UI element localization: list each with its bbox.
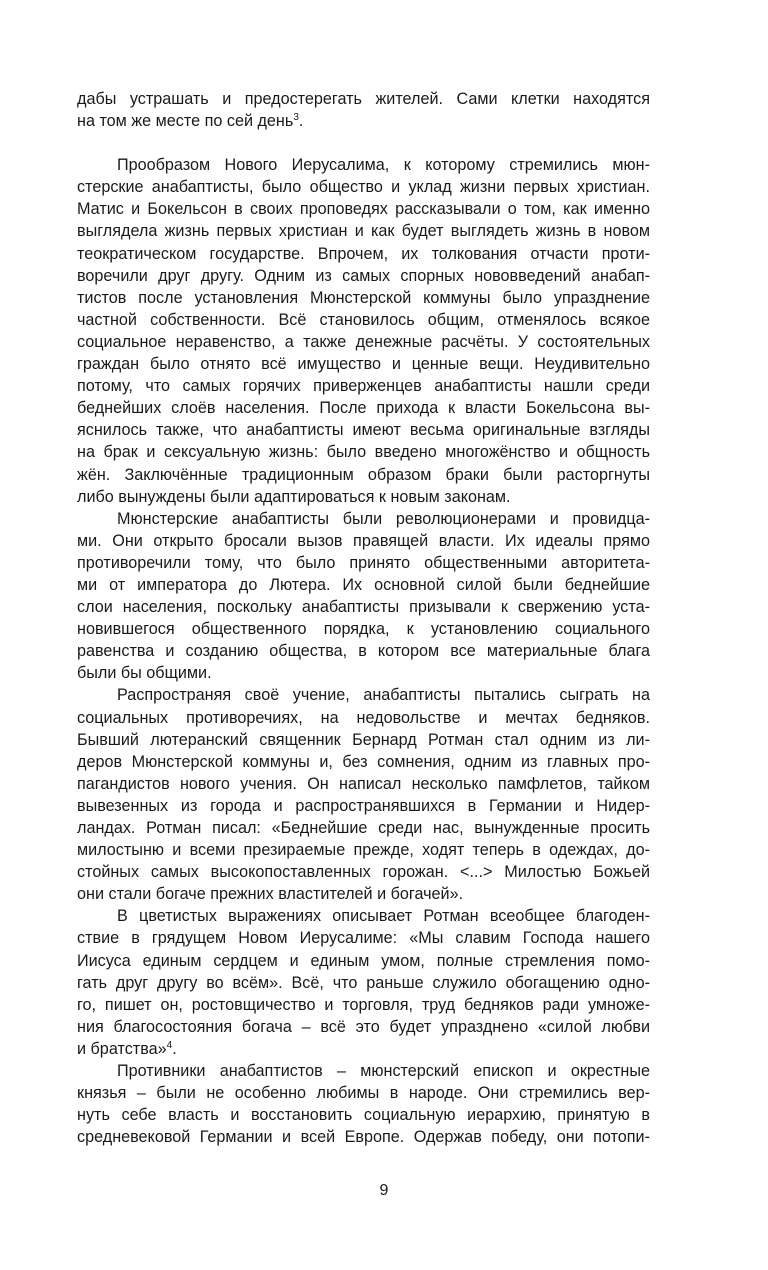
line-text: Мюнстерские анабаптисты были революционерами и провидца- xyxy=(117,509,650,528)
line-tail: . xyxy=(172,1039,177,1058)
line-text: и братства» xyxy=(77,1039,167,1058)
line-text: тистов после установления Мюнстерской коммуны было упразднение xyxy=(77,288,650,307)
line-text: социальное неравенство, а также денежные расчёты. У состоятельных xyxy=(77,332,650,351)
line-text: теократическом государстве. Впрочем, их толкования отчасти проти- xyxy=(77,244,650,263)
paragraph xyxy=(77,905,650,1060)
text-line xyxy=(77,927,650,949)
text-line xyxy=(77,1016,650,1038)
line-text: нуть себе власть и восстановить социальную иерархию, принятую в xyxy=(77,1106,650,1125)
line-text: гать друг другу во всём». Всё, что раньше служило обогащению одно- xyxy=(77,973,650,992)
line-text: граждан было отнято всё имущество и ценные вещи. Неудивительно xyxy=(77,355,650,374)
text-line xyxy=(77,1126,650,1148)
line-text: воречили друг другу. Одним из самых спорных нововведений анабап- xyxy=(77,266,650,285)
footnote-marker: 3 xyxy=(293,112,299,124)
text-line xyxy=(77,994,650,1016)
text-line xyxy=(77,707,650,729)
text-line xyxy=(77,331,650,353)
line-text: вывезенных из города и распространявшихся в Германии и Нидер- xyxy=(77,796,650,815)
text-line xyxy=(77,154,650,176)
paragraph xyxy=(77,1060,650,1148)
text-line xyxy=(77,861,650,883)
line-text: яснилось также, что анабаптисты имеют весьма оригинальные взгляды xyxy=(77,421,650,440)
paragraph-gap xyxy=(77,132,650,154)
line-text: они стали богаче прежних властителей и богачей». xyxy=(77,885,464,904)
text-line xyxy=(77,176,650,198)
text-line xyxy=(77,662,650,684)
line-text: Иисуса единым сердцем и единым умом, полные стремления помо- xyxy=(77,951,650,970)
text-line xyxy=(77,596,650,618)
text-line xyxy=(77,198,650,220)
line-text: выглядела жизнь первых христиан и как будет выглядеть жизнь в новом xyxy=(77,222,650,241)
line-text: дабы устрашать и предостерегать жителей. Сами клетки находятся xyxy=(77,90,650,108)
text-line xyxy=(77,552,650,574)
text-line xyxy=(77,375,650,397)
line-text: социальных противоречиях, на недовольстве и мечтах бедняков. xyxy=(77,708,650,727)
line-text: милостыню и всеми презираемые прежде, ходят теперь в одеждах, до- xyxy=(77,841,650,860)
line-text: стерские анабаптисты, было общество и уклад жизни первых христиан. xyxy=(77,178,650,197)
text-line xyxy=(77,883,650,905)
line-text: слои населения, поскольку анабаптисты призывали к свержению уста- xyxy=(77,598,650,617)
line-text: Противники анабаптистов – мюнстерский епископ и окрестные xyxy=(117,1062,650,1081)
text-line xyxy=(77,640,650,662)
line-text: на брак и сексуальную жизнь: было введено многожёнство и общность xyxy=(77,443,650,462)
text-line xyxy=(77,220,650,242)
text-line xyxy=(77,773,650,795)
text-line xyxy=(77,353,650,375)
text-line xyxy=(77,309,650,331)
text-line xyxy=(77,397,650,419)
line-text: потому, что самых горячих приверженцев анабаптисты нашли среди xyxy=(77,377,650,396)
line-text: либо вынуждены были адаптироваться к новым законам. xyxy=(77,487,511,506)
text-line xyxy=(77,1082,650,1104)
line-text: новившегося общественного порядка, к установлению социального xyxy=(77,620,650,639)
text-line xyxy=(77,486,650,508)
line-tail: . xyxy=(298,112,304,131)
paragraph xyxy=(77,154,650,508)
line-text: на том же месте по сей день xyxy=(77,112,294,131)
text-line xyxy=(77,618,650,640)
line-text: князья – были не особенно любимы в народе. Они стремились вер- xyxy=(77,1084,650,1103)
text-line xyxy=(77,88,650,110)
line-text: средневековой Германии и всей Европе. Одержав победу, они потопи- xyxy=(77,1128,650,1147)
paragraph xyxy=(77,88,650,132)
text-line xyxy=(77,751,650,773)
text-line xyxy=(77,464,650,486)
line-text: были бы общими. xyxy=(77,664,212,683)
text-line xyxy=(77,817,650,839)
line-text: равенства и созданию общества, в котором все материальные блага xyxy=(77,642,650,661)
line-text: ландах. Ротман писал: «Беднейшие среди нас, вынужденные просить xyxy=(77,819,650,837)
line-text: Распространяя своё учение, анабаптисты пытались сыграть на xyxy=(117,686,650,705)
text-line xyxy=(77,287,650,309)
text-line xyxy=(77,110,650,132)
text-line xyxy=(77,684,650,706)
text-line xyxy=(77,243,650,265)
text-line xyxy=(77,950,650,972)
line-text: стойных самых высокопоставленных горожан. <...> Милостью Божьей xyxy=(77,863,650,882)
line-text: Матис и Бокельсон в своих проповедях рассказывали о том, как именно xyxy=(77,200,650,219)
text-line xyxy=(77,729,650,751)
footnote-marker: 4 xyxy=(166,1039,173,1051)
paragraph xyxy=(77,684,650,905)
text-line xyxy=(77,839,650,861)
line-text: го, пишет он, ростовщичество и торговля, труд бедняков ради умноже- xyxy=(77,995,650,1014)
line-text: противоречили тому, что было принято общественными авторитета- xyxy=(77,553,650,572)
text-line xyxy=(77,574,650,596)
text-line xyxy=(77,1104,650,1126)
text-line xyxy=(77,972,650,994)
text-line xyxy=(77,1038,650,1060)
text-line xyxy=(77,795,650,817)
text-line xyxy=(77,419,650,441)
line-text: беднейших слоёв населения. После прихода к власти Бокельсона вы- xyxy=(77,399,650,418)
line-text: жён. Заключённые традиционным образом браки были расторгнуты xyxy=(77,465,650,484)
line-text: ми. Они открыто бросали вызов правящей власти. Их идеалы прямо xyxy=(77,531,650,550)
line-text: ния благосостояния богача – всё это будет упразднено «силой любви xyxy=(77,1017,650,1036)
line-text: В цветистых выражениях описывает Ротман всеобщее благоден- xyxy=(117,907,650,926)
line-text: Бывший лютеранский священник Бернард Ротман стал одним из ли- xyxy=(77,730,650,749)
text-line xyxy=(77,905,650,927)
page-number: 9 xyxy=(379,1182,389,1199)
text-line xyxy=(77,441,650,463)
text-line xyxy=(77,265,650,287)
paragraph xyxy=(77,508,650,685)
line-text: деров Мюнстерской коммуны и, без сомнения, одним из главных про- xyxy=(77,752,650,771)
line-text: Прообразом Нового Иерусалима, к которому стремились мюн- xyxy=(117,156,650,175)
text-line xyxy=(77,508,650,530)
text-line xyxy=(77,1060,650,1082)
line-text: частной собственности. Всё становилось общим, отменялось всякое xyxy=(77,310,650,329)
page-body xyxy=(77,88,650,1148)
line-text: ствие в грядущем Новом Иерусалиме: «Мы славим Господа нашего xyxy=(77,929,650,948)
line-text: пагандистов нового учения. Он написал несколько памфлетов, тайком xyxy=(77,774,650,793)
text-line xyxy=(77,530,650,552)
line-text: ми от императора до Лютера. Их основной силой были беднейшие xyxy=(77,575,650,594)
